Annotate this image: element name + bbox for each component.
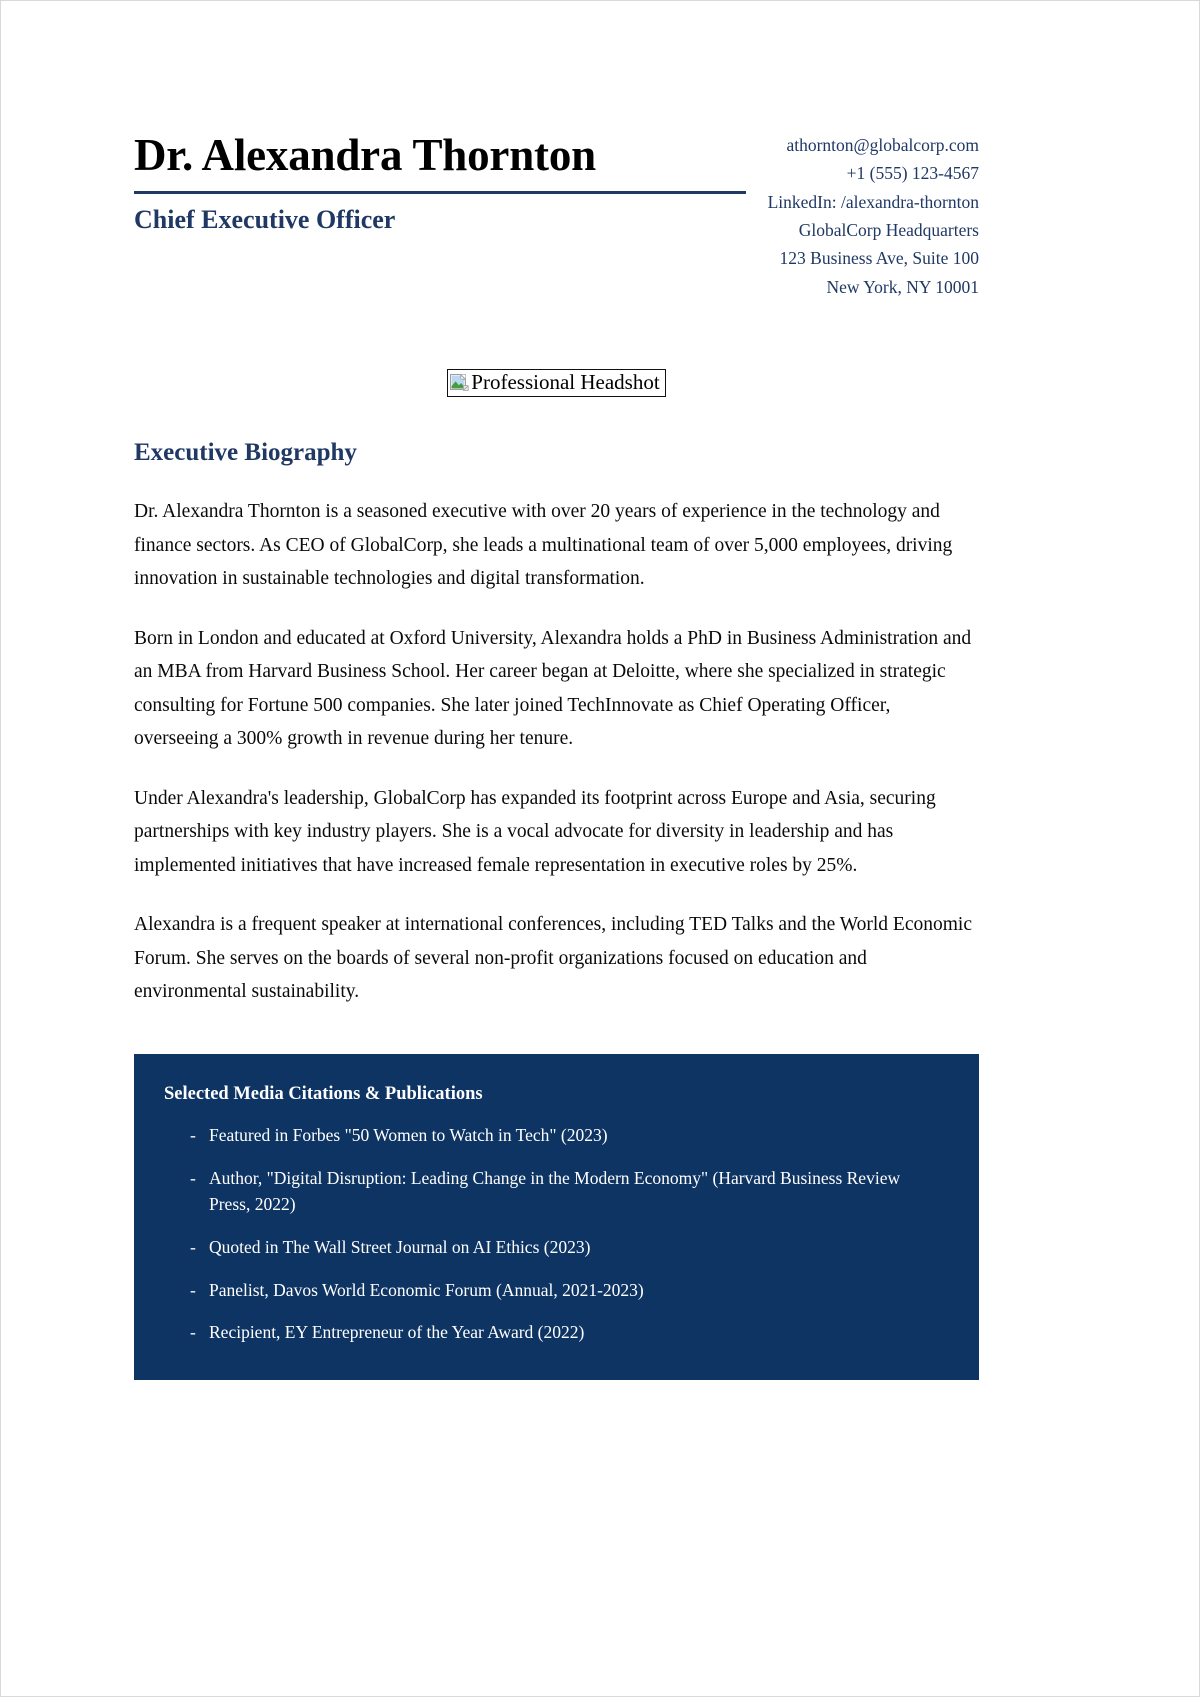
list-item xyxy=(164,1122,945,1149)
contact-info-block xyxy=(649,131,979,301)
list-marker-icon: - xyxy=(190,1167,196,1188)
headshot-image-placeholder xyxy=(447,369,665,397)
contact-city-state-zip: New York, NY 10001 xyxy=(826,276,979,297)
callout-heading: Selected Media Citations & Publications xyxy=(164,1084,483,1104)
list-item xyxy=(164,1165,945,1218)
biography-paragraph: Alexandra is a frequent speaker at international conferences, including TED Talks and the World Economic Forum. She serves on the boards of several non-profit organizations focused on education and environmental sustainability. xyxy=(134,914,972,1003)
list-item-label: Featured in Forbes "50 Women to Watch in Tech" (2023) xyxy=(209,1125,608,1146)
broken-image-icon xyxy=(450,373,469,392)
list-marker-icon: - xyxy=(190,1236,196,1257)
list-item-label: Panelist, Davos World Economic Forum (Annual, 2021-2023) xyxy=(209,1279,644,1300)
list-marker-icon: - xyxy=(190,1322,196,1343)
list-item-label: Quoted in The Wall Street Journal on AI Ethics (2023) xyxy=(209,1236,591,1257)
page-title: Dr. Alexandra Thornton xyxy=(134,130,596,180)
list-item-label: Recipient, EY Entrepreneur of the Year Award (2022) xyxy=(209,1322,585,1343)
biography-paragraph: Dr. Alexandra Thornton is a seasoned executive with over 20 years of experience in the technology and finance sectors. As CEO of GlobalCorp, she leads a multinational team of over 5,000 employees, driving innovation in sustainable technologies and digital transformation. xyxy=(134,501,953,590)
contact-linkedin: LinkedIn: /alexandra-thornton xyxy=(767,191,979,212)
headshot-alt-text: Professional Headshot xyxy=(471,370,660,394)
list-item-label: Author, "Digital Disruption: Leading Change in the Modern Economy" (Harvard Business Review Press, 2022) xyxy=(209,1167,901,1215)
list-item xyxy=(164,1319,945,1346)
list-item xyxy=(164,1234,945,1261)
media-citations-callout xyxy=(134,1054,979,1380)
headshot-container xyxy=(134,369,979,397)
contact-street-address: 123 Business Ave, Suite 100 xyxy=(779,248,979,269)
biography-paragraph: Under Alexandra's leadership, GlobalCorp has expanded its footprint across Europe and Asia, securing partnerships with key industry players. She is a vocal advocate for diversity in leadership and has implemented initiatives that have increased female representation in executive roles by 25%. xyxy=(134,787,936,876)
contact-phone: +1 (555) 123-4567 xyxy=(846,163,979,184)
page-content xyxy=(134,1,979,1380)
biography-paragraph: Born in London and educated at Oxford University, Alexandra holds a PhD in Business Administration and an MBA from Harvard Business School. Her career began at Deloitte, where she specialized in strategic consulting for Fortune 500 companies. She later joined TechInnovate as Chief Operating Officer, overseeing a 300% growth in revenue during her tenure. xyxy=(134,627,972,750)
list-item xyxy=(164,1277,945,1304)
section-heading-executive-biography: Executive Biography xyxy=(134,439,357,467)
job-title: Chief Executive Officer xyxy=(134,204,396,234)
media-citations-list xyxy=(164,1122,945,1346)
document-header xyxy=(134,1,979,306)
contact-email: athornton@globalcorp.com xyxy=(786,135,979,155)
list-marker-icon: - xyxy=(190,1125,196,1146)
list-marker-icon: - xyxy=(190,1279,196,1300)
contact-company: GlobalCorp Headquarters xyxy=(798,220,979,241)
